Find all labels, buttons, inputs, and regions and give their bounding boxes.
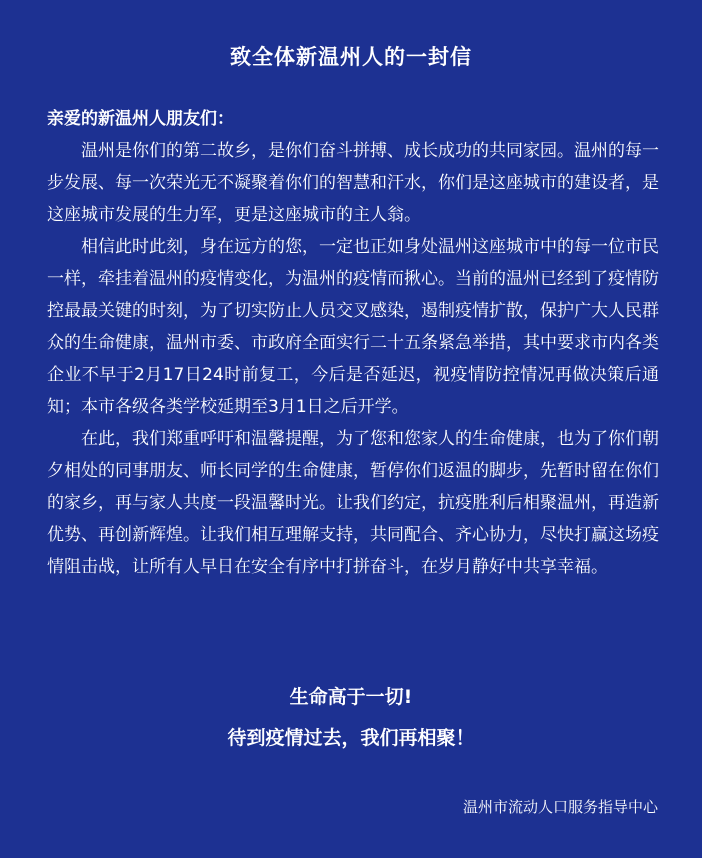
letter-body	[47, 103, 659, 583]
paragraph-2: 相信此时此刻，身在远方的您，一定也正如身处温州这座城市中的每一位市民一样，牵挂着温州的疫情变化，为温州的疫情而揪心。当前的温州已经到了疫情防控最最关键的时刻，为了切实防止人员交叉感染，遏制疫情扩散，保护广大人民群众的生命健康，温州市委、市政府全面实行二十五条紧急举措，其中要求市内各类企业不早于2月17日24时前复工，今后是否延迟，视疫情防控情况再做决策后通知；本市各级各类学校延期至3月1日之后开学。	[47, 237, 659, 417]
letter-greeting: 亲爱的新温州人朋友们：	[47, 109, 234, 129]
letter-title: 致全体新温州人的一封信	[230, 45, 472, 69]
slogans	[0, 680, 702, 762]
slogan-2: 待到疫情过去，我们再相聚！	[227, 727, 475, 749]
paragraph-3: 在此，我们郑重呼吁和温馨提醒，为了您和您家人的生命健康，也为了你们朝夕相处的同事朋友、师长同学的生命健康，暂停你们返温的脚步，先暂时留在你们的家乡，再与家人共度一段温馨时光。让我们约定，抗疫胜利后相聚温州，再造新优势、再创新辉煌。让我们相互理解支持，共同配合、齐心协力，尽快打赢这场疫情阻击战，让所有人早日在安全有序中打拼奋斗，在岁月静好中共享幸福。	[47, 429, 659, 577]
paragraph-1: 温州是你们的第二故乡，是你们奋斗拼搏、成长成功的共同家园。温州的每一步发展、每一次荣光无不凝聚着你们的智慧和汗水，你们是这座城市的建设者，是这座城市发展的生力军，更是这座城市的主人翁。	[47, 141, 659, 225]
signature: 温州市流动人口服务指导中心	[462, 798, 658, 816]
slogan-1: 生命高于一切!	[289, 686, 413, 708]
